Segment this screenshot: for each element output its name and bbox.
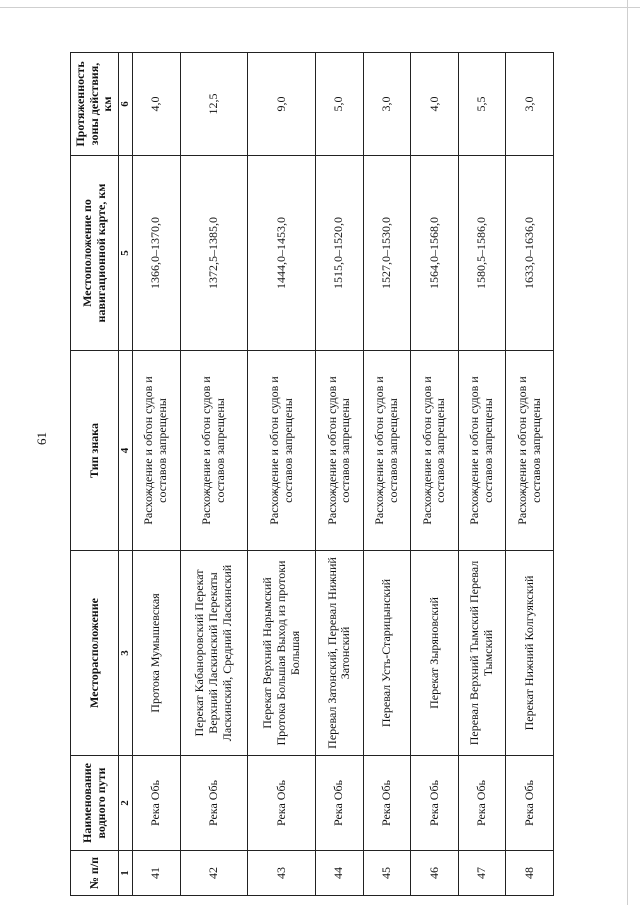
row-sign-type: Расхождение и обгон судов и составов запрещены	[363, 351, 411, 551]
row-num: 45	[363, 851, 411, 896]
row-num: 44	[316, 851, 364, 896]
table-row	[458, 53, 506, 896]
table-row	[506, 53, 554, 896]
column-number-row	[119, 53, 133, 896]
page-number: 61	[34, 432, 49, 445]
header-location: Месторасположение	[71, 551, 119, 756]
column-number: 4	[119, 351, 133, 551]
row-waterway: Река Обь	[458, 756, 506, 851]
row-waterway: Река Обь	[180, 756, 248, 851]
row-num: 46	[411, 851, 459, 896]
row-chart-km: 1527,0–1530,0	[363, 156, 411, 351]
row-num: 47	[458, 851, 506, 896]
row-length: 3,0	[506, 53, 554, 156]
column-number: 5	[119, 156, 133, 351]
row-waterway: Река Обь	[506, 756, 554, 851]
column-number: 6	[119, 53, 133, 156]
header-length: Протяженность зоны действия, км	[71, 53, 119, 156]
row-location: Перекат Зыряновский	[411, 551, 459, 756]
header-row	[71, 53, 119, 896]
row-chart-km: 1564,0–1568,0	[411, 156, 459, 351]
row-location: Перевал Затонский, Перевал Нижний Затонский	[316, 551, 364, 756]
table-row	[133, 53, 181, 896]
row-location: Перекат Верхний Нарымский Протока Большая Выход из протоки Большая	[248, 551, 316, 756]
row-sign-type: Расхождение и обгон судов и составов запрещены	[180, 351, 248, 551]
row-sign-type: Расхождение и обгон судов и составов запрещены	[458, 351, 506, 551]
row-sign-type: Расхождение и обгон судов и составов запрещены	[133, 351, 181, 551]
row-length: 5,5	[458, 53, 506, 156]
row-location: Перевал Верхний Тымский Перевал Тымский	[458, 551, 506, 756]
header-sign-type: Тип знака	[71, 351, 119, 551]
row-chart-km: 1580,5–1586,0	[458, 156, 506, 351]
row-location: Перевал Усть-Старицынский	[363, 551, 411, 756]
header-chart-km: Местоположение по навигационной карте, км	[71, 156, 119, 351]
row-waterway: Река Обь	[363, 756, 411, 851]
table-row	[411, 53, 459, 896]
header-waterway: Наименование водного пути	[71, 756, 119, 851]
rotated-table-container	[70, 53, 554, 896]
row-location: Перекат Нижний Колгуякский	[506, 551, 554, 756]
row-length: 12,5	[180, 53, 248, 156]
column-number: 3	[119, 551, 133, 756]
row-num: 43	[248, 851, 316, 896]
row-chart-km: 1372,5–1385,0	[180, 156, 248, 351]
row-waterway: Река Обь	[133, 756, 181, 851]
row-waterway: Река Обь	[411, 756, 459, 851]
column-number: 1	[119, 851, 133, 896]
row-length: 5,0	[316, 53, 364, 156]
table-row	[316, 53, 364, 896]
scan-edge-top	[0, 7, 640, 8]
row-chart-km: 1633,0–1636,0	[506, 156, 554, 351]
row-location: Перекат Кабаноровский Перекат Верхний Ласкинский Перекаты Ласкинский, Средний Ласкинский	[180, 551, 248, 756]
row-num: 48	[506, 851, 554, 896]
row-waterway: Река Обь	[248, 756, 316, 851]
row-length: 9,0	[248, 53, 316, 156]
row-chart-km: 1515,0–1520,0	[316, 156, 364, 351]
row-length: 4,0	[133, 53, 181, 156]
header-num: № п/п	[71, 851, 119, 896]
column-number: 2	[119, 756, 133, 851]
row-num: 42	[180, 851, 248, 896]
row-sign-type: Расхождение и обгон судов и составов запрещены	[316, 351, 364, 551]
row-sign-type: Расхождение и обгон судов и составов запрещены	[506, 351, 554, 551]
scan-edge-right	[627, 0, 628, 905]
table-row	[248, 53, 316, 896]
row-chart-km: 1444,0–1453,0	[248, 156, 316, 351]
table-row	[363, 53, 411, 896]
row-sign-type: Расхождение и обгон судов и составов запрещены	[248, 351, 316, 551]
row-length: 4,0	[411, 53, 459, 156]
navigation-zones-table	[70, 52, 554, 896]
row-sign-type: Расхождение и обгон судов и составов запрещены	[411, 351, 459, 551]
row-location: Протока Мумышевская	[133, 551, 181, 756]
table-row	[180, 53, 248, 896]
row-length: 3,0	[363, 53, 411, 156]
row-chart-km: 1366,0–1370,0	[133, 156, 181, 351]
row-waterway: Река Обь	[316, 756, 364, 851]
row-num: 41	[133, 851, 181, 896]
